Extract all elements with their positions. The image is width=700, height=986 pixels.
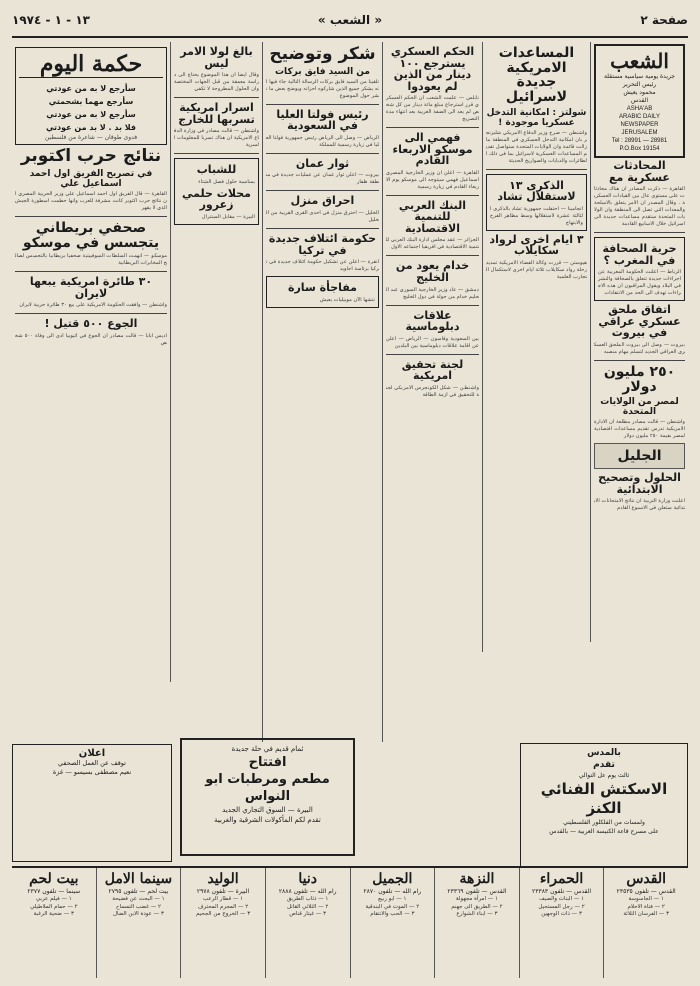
- cinema-film: ١ — البنات والصيف: [539, 896, 585, 902]
- cinema-tel: القدس — تلفون ٢٣٥٣٥: [616, 888, 676, 895]
- headline: نتائج حرب اكتوبر: [20, 146, 162, 166]
- headline: الحلول وتصحيح الابتدائية: [598, 471, 681, 496]
- cinema-ad: [519, 868, 604, 978]
- headline: للشباب: [196, 163, 237, 177]
- article-text: واشنطن — شكل الكونجرس الامريكي لجنة للتحقيق في ازمة الطاقة: [386, 384, 479, 398]
- promo-line: ولمسات من الفلكلور الفلسطيني: [563, 819, 645, 826]
- cinema-tel: رام الله — تلفون ٢٨٨٨: [278, 888, 337, 895]
- headline: ٣ ايام اخرى لرواد سكايلاب: [489, 232, 584, 258]
- article-text: دمشق — عاد وزير الخارجية السوري عبد الحليم خدام من جولة في دول الخليج: [386, 286, 479, 300]
- page-number: صفحة ٢: [640, 13, 688, 27]
- restaurant-line: ئمام قديم في حلة جديدة: [231, 745, 304, 753]
- cinema-ad: [96, 868, 181, 978]
- cinema-name: دنيا: [298, 871, 317, 887]
- subheadline: في تصريح الفريق اول احمد اسماعيل علي: [29, 168, 153, 189]
- headline: بالغ لولا الامر ليس: [180, 45, 253, 70]
- cinema-film: ٢ — الموت في البندقية: [365, 903, 420, 910]
- article-text: بيروت — وصل الى بيروت الملحق العسكري العراقي الجديد لتسلم مهام منصبه: [594, 341, 685, 355]
- headline: لجنة تحقيق امريكية: [401, 357, 464, 383]
- article-text: القاهرة — ذكرت المصادر ان هناك محادثات على مستوى عال بين القيادات العسكرية . وقال المصدر ان الامر يتعلق بالاسلحة والمعدات التي تصل الى المنطقة وان الولايات المتحدة ستقدم مساعدات جديدة الى اسرائيل خلال الاسابيع القادمة: [592, 186, 685, 228]
- article-text: القاهرة — اعلن ان وزير الخارجية المصري اسماعيل فهمي سيتوجه الى موسكو يوم الاربعاء القادم في زيارة رسمية: [384, 169, 479, 190]
- cinema-film: ٣ — ذات الوجهين: [541, 911, 582, 917]
- article-box: [174, 158, 259, 225]
- article-text: نتشها الآن موبيليات يعيش: [319, 296, 375, 303]
- article-text: الرياض — وصل الى الرياض رئيس جمهورية فولتا العليا في زيارة رسمية للمملكة: [266, 134, 379, 148]
- headline: خدام يعود من الخليج: [395, 259, 470, 285]
- wisdom-author: فدوى طوقان — شاعرة من فلسطين: [44, 134, 138, 141]
- subheadline: من السيد فايق بركات: [275, 66, 370, 77]
- headline: فهمي الى موسكو الاربعاء القادم: [392, 131, 473, 168]
- cinema-ad: [434, 868, 519, 978]
- headline: ٣٠ طائرة امريكية يبعها لايران: [29, 275, 153, 300]
- promo-line: على مسرح قاعة الكنيسة العربية — بالقدس: [549, 828, 659, 835]
- cinema-ad: [603, 868, 688, 978]
- restaurant-opening: افتتاح: [248, 755, 287, 770]
- cinema-ad: [12, 868, 96, 978]
- restaurant-name: مطعم ومرطبات ابو النواس: [205, 772, 330, 804]
- headline: ثوار عمان: [295, 156, 350, 170]
- article-box: [486, 174, 587, 231]
- cinema-film: ١ — قطار الرعب: [203, 896, 244, 902]
- cinema-film: ٢ — رجل المستحيل: [538, 903, 585, 910]
- cinema-film: ٣ — الخروج من الجحيم: [195, 911, 251, 917]
- restaurant-line: تقدم لكم المأكولات الشرقية والغربية: [214, 816, 321, 824]
- cinema-ad: [350, 868, 435, 978]
- cinema-film: ١ — ابو ربيع: [378, 896, 407, 902]
- headline: الذكرى ١٣ لاستقلال تشاد: [497, 178, 576, 204]
- wisdom-line: فلا بد . لا بد من عودتي: [45, 123, 137, 132]
- wisdom-line: سأرجع لا به من عودتي: [46, 84, 136, 93]
- cinema-ad: [265, 868, 350, 978]
- cinema-film: ٢ — المجرم المحترف: [197, 903, 249, 910]
- headline: حرية الصحافة في المغرب ؟: [602, 242, 677, 267]
- article-text: الجزائر — عقد مجلس ادارة البنك العربي للتنمية الاقتصادية في افريقيا اجتماعه الاول: [385, 237, 479, 251]
- wisdom-line: سأرجع مهما بشحمتي: [48, 97, 134, 106]
- subheadline: شولتز : امكانية التدخل عسكريا موجودة !: [486, 107, 587, 128]
- promo-ad: [520, 743, 688, 867]
- promo-top: بالمدس: [587, 748, 621, 758]
- headline: حكومة ائتلاف جديدة في تركيا: [268, 232, 377, 257]
- cinema-film: ٢ — الطريق الى جهنم: [451, 903, 503, 910]
- wisdom-box: [15, 47, 167, 145]
- article-text: واشنطن — قالت مصادر مطلعة ان الادارة الامريكية تدرس تقديم مساعدات اقتصادية لمصر بقيمة ٢٥٠ مليون دولار: [592, 419, 685, 440]
- masthead: [594, 44, 685, 158]
- restaurant-ad: [180, 738, 355, 856]
- article-text: اديس ابابا — قالت مصادر ان الجوع في اثيوبيا ادى الى وفاة ٥٠٠ شخص: [15, 332, 167, 346]
- cinema-film: ١ — امرأة مجهولة: [455, 896, 498, 902]
- article-text: انقرة — اعلن عن تشكيل حكومة ائتلاف جديدة في تركيا برئاسة اجاويد: [266, 259, 379, 273]
- cinema-tel: البيرة — تلفون ٢٩٧٨: [196, 888, 250, 895]
- column-4: [262, 42, 382, 742]
- article-text: اعلنت وزارة التربية ان نتائج الامتحانات الابتدائية ستعلن في الاسبوع القادم: [594, 498, 685, 512]
- column-5: [170, 42, 262, 682]
- cinema-film: ٢ — الثلاثي القاتل: [287, 903, 329, 910]
- masthead-english: Tel : 28991 — 28981: [611, 138, 668, 144]
- cinema-film: ٢ — حمام الملاطيلي: [30, 903, 78, 910]
- headline: محلات حلمي زعرور: [182, 186, 251, 212]
- cinema-tel: رام الله — تلفون ٢٨٧٠: [363, 888, 422, 895]
- headline: علاقات دبلوماسية: [405, 308, 460, 334]
- cinema-name: الحمراء: [539, 871, 584, 887]
- cinema-film: ١ — الجاسوسة: [628, 896, 664, 902]
- article-text: واشنطن — صرح وزير الدفاع الامريكي شليزنجر بان امكانية التدخل العسكري في المنطقة ما زالت قائمة وان الولايات المتحدة ستواصل تقديم المساعدات العسكرية لاسرائيل بما في ذلك الطائرات والدبابات والصواريخ الحديثة: [484, 129, 587, 164]
- masthead-english: JERUSALEM: [621, 130, 658, 136]
- cinema-name: بيت لحم: [29, 871, 79, 887]
- article-text: الخليل — احترق منزل في احدى القرى القريبة من الخليل: [266, 210, 379, 224]
- masthead-english: ASHA'AB: [626, 106, 653, 112]
- headline: اتفاق ملحق عسكري عراقي في بيروت: [598, 303, 681, 340]
- cinema-tel: سينما — تلفون ٢٣٧٧: [27, 888, 81, 895]
- headline: الجوع ٥٠٠ قتيل !: [44, 317, 138, 331]
- page-header: [12, 8, 688, 38]
- masthead-line: القدس: [630, 97, 648, 104]
- article-text: هيوستن — قررت وكالة الفضاء الامريكية تمديد رحلة رواد سكايلاب ثلاثة ايام اخرى لاستكمال التجارب العلمية: [484, 259, 587, 280]
- cinema-film: ٣ — ضحية الرغبة: [33, 911, 74, 917]
- cinema-ads: [12, 866, 688, 978]
- cinema-name: القدس: [626, 871, 667, 887]
- cinema-film: ١ — ذئاب الطريق: [286, 896, 329, 902]
- article-text: تلقينا من السيد فايق بركات الرسالة التالية جاء فيها انه يشكر جميع الذين شاركوه احزانه ويوضح بعض ما نشر حول الموضوع: [266, 78, 379, 99]
- masthead-line: محمود يعيش: [623, 89, 656, 96]
- cinema-film: ٢ — فتاة الاحلام: [627, 903, 665, 910]
- cinema-ad: [180, 868, 265, 978]
- cinema-film: ٢ — غضب التمساح: [115, 903, 161, 910]
- restaurant-line: البيرة — السوق التجاري الجديد: [222, 806, 313, 814]
- cinema-film: ٣ — الفرسان الثلاثة: [623, 911, 670, 917]
- cinema-film: ٣ — ابناء الشوارع: [456, 911, 498, 917]
- cinema-name: سينما الامل: [104, 871, 173, 887]
- photo-label: الجليل: [594, 443, 685, 469]
- notice-ad: [12, 744, 172, 862]
- headline: مفاجأة سارة: [287, 281, 357, 295]
- masthead-english: NEWSPAPER: [620, 122, 659, 128]
- article-box: [594, 237, 685, 301]
- headline: احراق منزل: [290, 194, 355, 208]
- headline: المساعدات الامريكية جديدة لاسرائيل: [498, 45, 575, 106]
- promo-line: ثالث يوم عل التوالي: [578, 772, 630, 779]
- notice-line: توقف عن العمل الصحفي: [58, 759, 126, 767]
- subheadline: لمصر من الولايات المتحدة: [600, 397, 679, 418]
- article-box: [266, 276, 379, 308]
- masthead-logo: الشعب: [610, 49, 669, 73]
- cinema-name: الجميل: [372, 871, 413, 887]
- headline: البنك العربي للتنمية الاقتصادية: [398, 198, 467, 235]
- cinema-film: ٣ — غيتار قناص: [289, 911, 327, 917]
- paper-name: « الشعب »: [317, 13, 383, 27]
- headline: الحكم العسكري يسترجع ١٠٠ دينار من الذين لم يعودوا: [390, 45, 475, 93]
- article-text: موسكو — اتهمت السلطات السوفييتية صحفيا بريطانيا بالتجسس لصالح المخابرات البريطانية: [15, 253, 167, 267]
- headline: رئيس فولتا العليا في السعودية: [276, 107, 369, 133]
- promo-sub: تقدم: [593, 760, 615, 770]
- cinema-film: ١ — البحث عن فضيحة: [112, 896, 165, 902]
- headline: اسرار امريكية تسربها للخارج: [178, 101, 255, 126]
- column-1: [590, 42, 688, 642]
- article-text: الرباط — اعلنت الحكومة المغربية عن اجراءات جديدة تتعلق بالصحافة والنشر في البلاد ويقول المراقبون ان هذه الاجراءات تهدف الى الحد من الانتقادات: [596, 269, 681, 297]
- cinema-name: النزهة: [459, 871, 495, 887]
- article-text: بين السعودية وفاسون — الرياض — اعلن عن اقامة علاقات دبلوماسية بين البلدين: [384, 335, 479, 349]
- column-6: [12, 42, 170, 542]
- cinema-tel: القدس — تلفون ٢٣٣٨٣: [532, 888, 592, 895]
- cinema-film: ٣ — الحب والانتقام: [370, 911, 415, 917]
- article-text: البيرة — مقابل السنترال: [201, 213, 255, 220]
- headline: صحفي بريطاني يتجسس في موسكو: [22, 219, 160, 251]
- column-3: [382, 42, 482, 742]
- article-text: واشنطن — قالت مصادر في وزارة الدفاع الامريكية ان هناك تسربا للمعلومات السرية: [174, 128, 259, 149]
- article-text: بمناسبة حلول فصل الشتاء: [198, 178, 255, 185]
- cinema-tel: القدس — تلفون ٢٣٣٦٩: [447, 888, 507, 895]
- headline: المحادثات عسكرية مع: [609, 159, 670, 184]
- notice-title: اعلان: [78, 748, 106, 759]
- article-text: انجامينا — احتفلت جمهورية تشاد بالذكرى الثالثة عشرة لاستقلالها وسط مظاهر الفرح والابتهاج: [488, 205, 583, 226]
- masthead-line: جريدة يومية سياسية مستقلة: [603, 73, 676, 80]
- notice-line: نعيم مصطفى بسيسو — غزة: [52, 768, 132, 776]
- masthead-english: P.O.Box 19154: [619, 146, 660, 152]
- promo-name: الاسكتش الفنائي: [540, 780, 668, 798]
- wisdom-title: حكمة اليوم: [19, 51, 163, 78]
- article-text: بيروت — اعلن ثوار عمان عن عمليات جديدة في منطقة ظفار: [266, 172, 379, 186]
- cinema-tel: بيت لحم — تلفون ٢٧٩٥: [108, 888, 169, 895]
- promo-name2: الكنز: [586, 799, 622, 817]
- article-text: وقال ايضا ان هذا الموضوع يحتاج الى دراسة معمقة من قبل الجهات المختصة وان الحلول المطروحة لا تكفي: [172, 72, 259, 93]
- cinema-film: ٣ — عودة الابن الضال: [112, 911, 164, 917]
- headline: شكر وتوضيح: [269, 44, 376, 64]
- masthead-english: ARABIC DAILY: [619, 114, 660, 120]
- headline: ٢٥٠ مليون دولار: [603, 363, 676, 395]
- article-text: نابلس — علمت الشعب ان الحكم العسكري قرر استرجاع مبلغ مائة دينار من كل شخص لم يعد الى الضفة الغربية بعد انتهاء مدة التصريح: [384, 95, 479, 123]
- cinema-film: ١ — فيلم عربي: [35, 896, 72, 902]
- wisdom-line: سأرجع لا به من عودتي: [46, 110, 136, 119]
- column-2: [482, 42, 590, 652]
- masthead-line: رئيس التحرير: [622, 81, 657, 88]
- article-text: واشنطن — وافقت الحكومة الامريكية على بيع ٣٠ طائرة حربية لايران: [19, 302, 167, 309]
- cinema-name: الوليد: [207, 871, 239, 887]
- issue-date: ١٣ - ١ - ١٩٧٤: [12, 13, 90, 27]
- article-text: القاهرة — قال الفريق اول احمد اسماعيل علي وزير الحربية المصري ان نتائج حرب اكتوبر كانت مشرفة للعرب وانها حطمت اسطورة الجيش الذي لا يقهر: [13, 190, 167, 211]
